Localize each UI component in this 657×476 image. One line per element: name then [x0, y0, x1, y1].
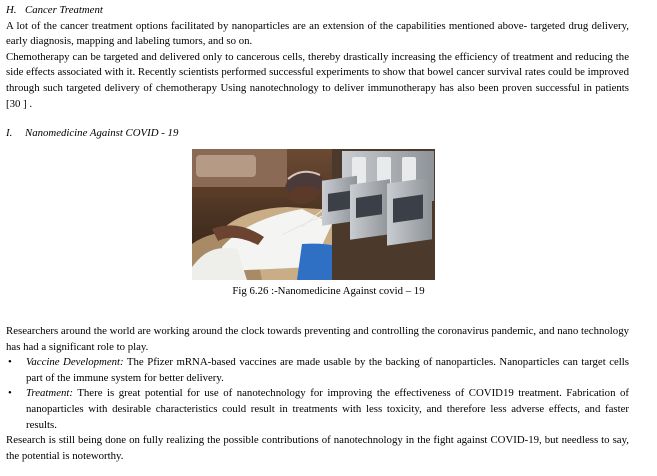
intro-paragraph: Researchers around the world are working around the clock towards preventing and controlling the coronavirus pandemic, and nano technology has had a significant role to play.: [6, 325, 629, 353]
section-i-body: [6, 324, 629, 464]
list-item: [6, 355, 629, 386]
section-h-title: Cancer Treatment: [25, 4, 103, 16]
conclusion-paragraph: Research is still being done on fully realizing the possible contributions of nanotechnology in the fight against COVID-19, but needless to say, the potential is noteworthy.: [6, 434, 629, 462]
section-h-heading: [6, 3, 629, 19]
bullet-icon: •: [8, 387, 12, 400]
list-item: [6, 386, 629, 433]
section-i-number: I.: [6, 127, 13, 139]
section-h-paragraph-2: Chemotherapy can be targeted and delivered only to cancerous cells, thereby drastically increasing the efficiency of treatment and reducing the side effects associated with it. Recently scientists performed successful experiments to show that bowel cancer survival rates could be improved through such targeted delivery of chemotherapy Using nanotechnology to deliver immunotherapy has also been proven successful in patients [30 ] .: [6, 50, 629, 110]
bullet-list: [6, 355, 629, 433]
patient-infusion-illustration: [192, 149, 435, 280]
bullet-label: Vaccine Development:: [26, 356, 124, 369]
section-h-paragraph-1: A lot of the cancer treatment options facilitated by nanoparticles are an extension of the capabilities mentioned above- targeted drug delivery, early diagnosis, mapping and labeling tumors, and so on.: [6, 19, 629, 48]
section-h: [6, 3, 629, 112]
section-i-title: Nanomedicine Against COVID - 19: [25, 127, 179, 139]
bullet-label: Treatment:: [26, 387, 73, 400]
bullet-text: There is great potential for use of nanotechnology for improving the effectiveness of COVID19 treatment. Fabrication of nanoparticles with desirable characteristics could result in treatments with less toxicity, and therefore less adverse effects, and faster results.: [26, 387, 629, 431]
section-i-heading: [6, 126, 629, 142]
figure-nanomedicine-photo: [192, 149, 435, 280]
figure-caption: Fig 6.26 :-Nanomedicine Against covid – 19: [232, 285, 425, 297]
bullet-text: The Pfizer mRNA-based vaccines are made usable by the backing of nanoparticles. Nanoparticles can target cells part of the immune system for better delivery.: [26, 356, 629, 384]
bullet-icon: •: [8, 356, 12, 369]
section-h-number: H.: [6, 4, 17, 16]
